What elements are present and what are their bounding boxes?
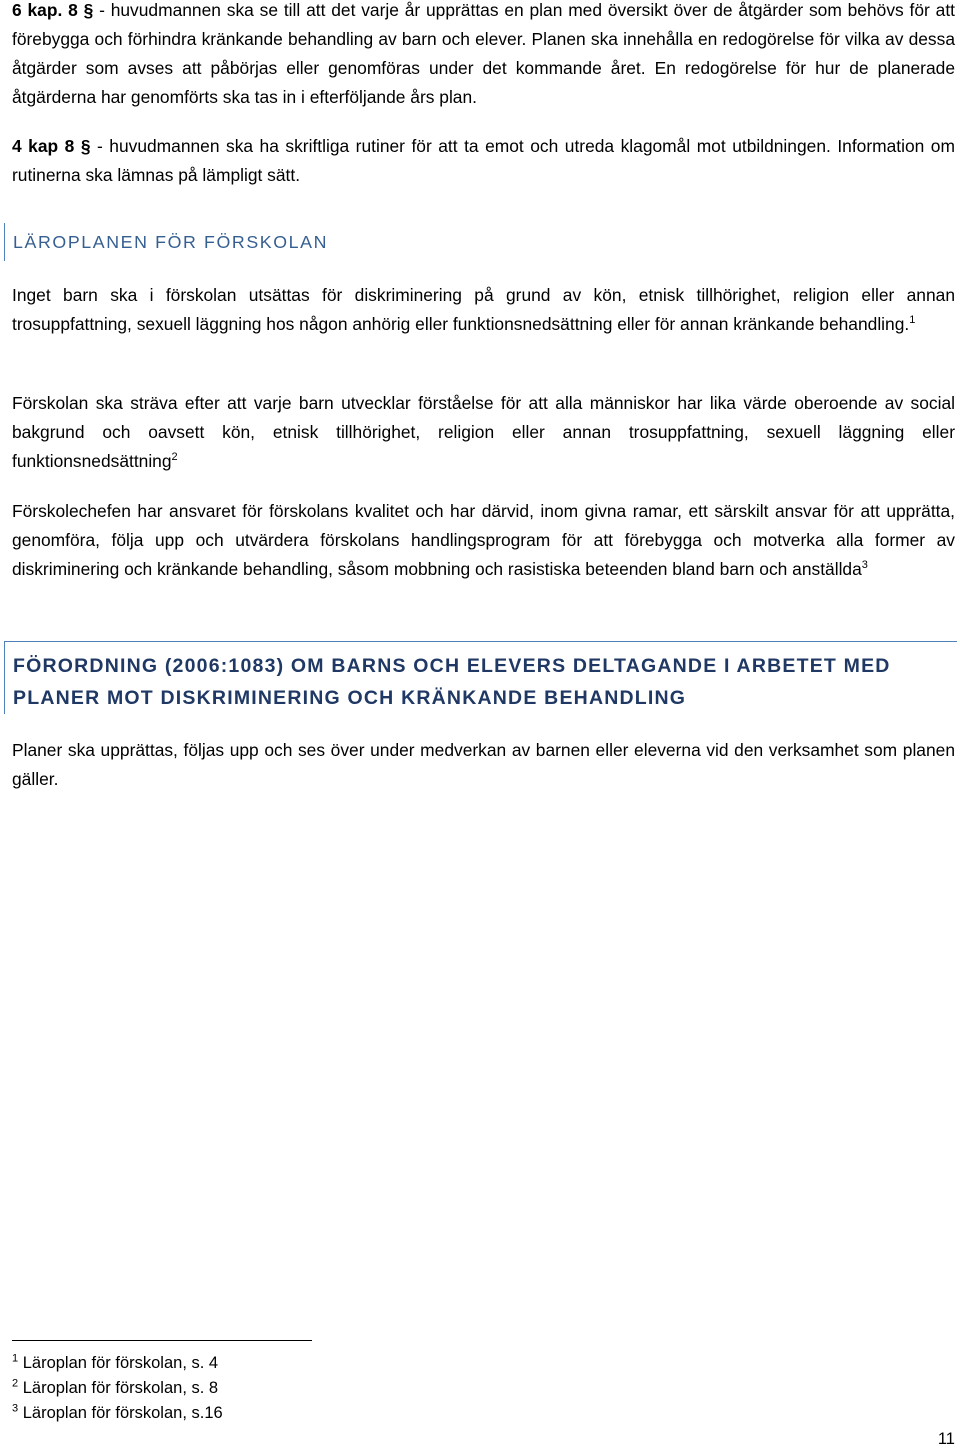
footnote-number: 3 [12, 1402, 19, 1415]
footnote [12, 1376, 218, 1401]
paragraph-forskolechefen [12, 497, 955, 584]
section-symbol: § [80, 136, 91, 156]
footnote-ref: 2 [171, 451, 178, 464]
paragraph-text: - huvudmannen ska ha skriftliga rutiner för att ta emot och utreda klagomål mot utbildningen. Information om rutinerna ska lämnas på lämpligt sätt. [12, 136, 955, 185]
paragraph-text: Förskolechefen har ansvaret för förskolans kvalitet och har därvid, inom givna ramar, ett särskilt ansvar för att upprätta, genomföra, följa upp och utvärdera förskolans handlingsprogram för att förebygga och motverka alla former av diskriminering och kränkande behandling, såsom mobbning och rasistiska beteenden bland barn och anställda [12, 501, 955, 579]
footnote-text: Läroplan för förskolan, s.16 [22, 1404, 223, 1422]
footnote-ref: 1 [909, 314, 916, 327]
paragraph-text: - huvudmannen ska se till att det varje år upprättas en plan med översikt över de åtgärder som behövs för att förebygga och förhindra kränkande behandling av barn och elever. Planen ska innehålla en redogörelse för vilka av dessa åtgärder som avses att påbörjas eller genomföras under det kommande året. En redogörelse för hur de planerade åtgärderna har genomförts ska tas in i efterföljande års plan. [12, 0, 955, 107]
footnote-ref: 3 [861, 559, 868, 572]
footnote-separator [12, 1340, 312, 1341]
paragraph-inget-barn [12, 281, 955, 339]
footnote-number: 1 [12, 1352, 19, 1365]
section-symbol: § [83, 0, 94, 20]
paragraph-text: Förskolan ska sträva efter att varje barn utvecklar förståelse för att alla människor har lika värde oberoende av social bakgrund och oavsett kön, etnisk tillhörighet, religion eller annan trosuppfattning, sexuell läggning eller funktionsnedsättning [12, 393, 955, 471]
heading-forordning [4, 641, 957, 714]
section-heading: LÄROPLANEN FÖR FÖRSKOLAN [13, 232, 329, 252]
footnote-number: 2 [12, 1377, 19, 1390]
paragraph-planer [12, 736, 955, 794]
footnote-text: Läroplan för förskolan, s. 8 [22, 1379, 219, 1397]
footnote-text: Läroplan för förskolan, s. 4 [22, 1354, 219, 1372]
footnote [12, 1401, 223, 1426]
paragraph-4kap [12, 132, 955, 190]
law-reference: 6 kap. 8 [12, 0, 78, 20]
heading-laroplanen [4, 223, 957, 261]
footnote [12, 1351, 218, 1376]
paragraph-text: Inget barn ska i förskolan utsättas för diskriminering på grund av kön, etnisk tillhörighet, religion eller annan trosuppfattning, sexuell läggning hos någon anhörig eller funktionsnedsättning eller för annan kränkande behandling. [12, 285, 955, 334]
law-reference: 4 kap 8 [12, 136, 75, 156]
paragraph-forskolan [12, 389, 955, 476]
page-number: 11 [937, 1430, 955, 1448]
paragraph-text: Planer ska upprättas, följas upp och ses över under medverkan av barnen eller eleverna vid den verksamhet som planen gäller. [12, 740, 955, 789]
section-heading: FÖRORDNING (2006:1083) OM BARNS OCH ELEVERS DELTAGANDE I ARBETET MED PLANER MOT DISKRIMINERING OCH KRÄNKANDE BEHANDLING [13, 655, 891, 709]
paragraph-6kap [12, 0, 955, 112]
